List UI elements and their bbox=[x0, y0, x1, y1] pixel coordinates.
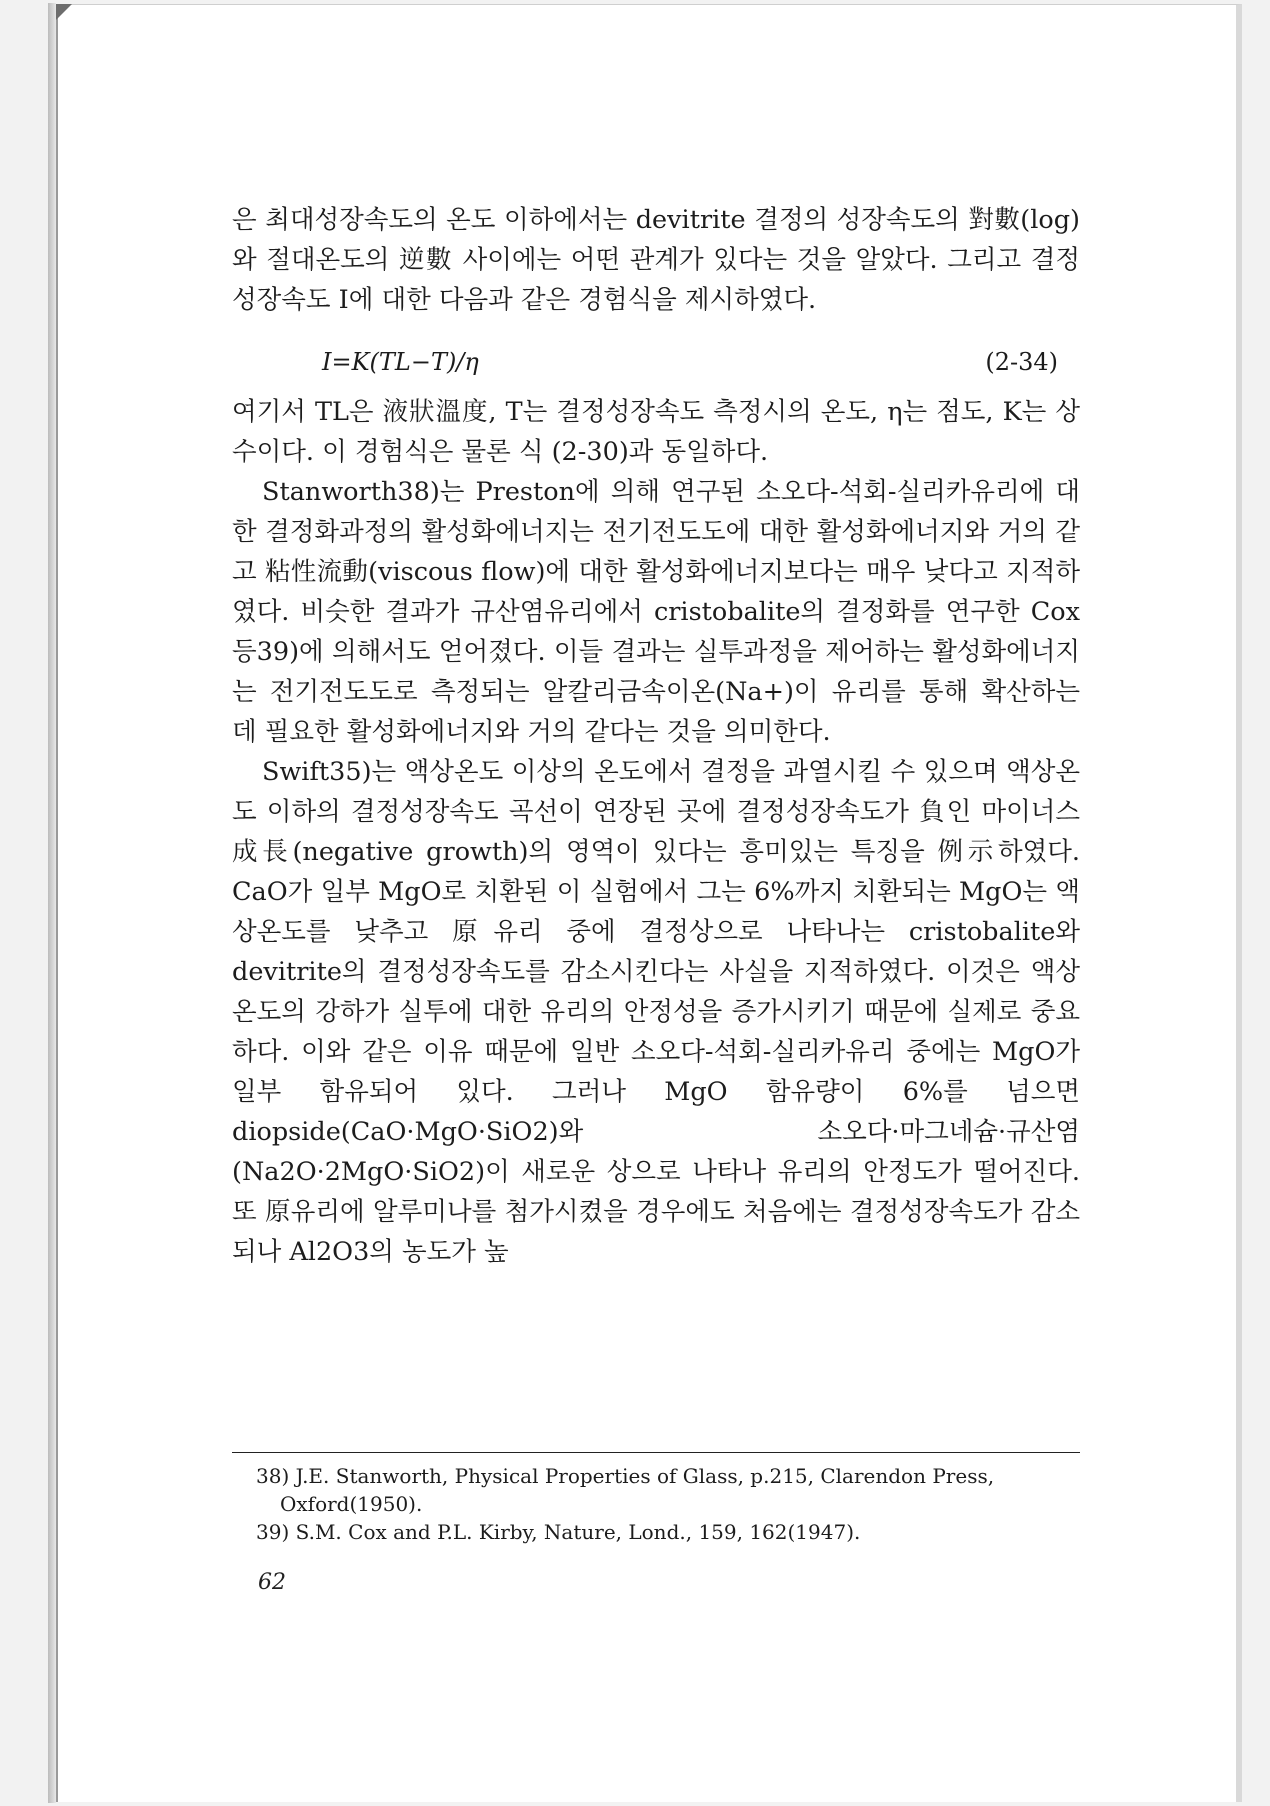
paragraph-2: 여기서 TL은 液狀溫度, T는 결정성장속도 측정시의 온도, η는 점도, K는 상수이다. 이 경험식은 물론 식 (2-30)과 동일하다. bbox=[232, 397, 1080, 467]
paragraph-4: Swift35)는 액상온도 이상의 온도에서 결정을 과열시킬 수 있으며 액상온도 이하의 결정성장속도 곡선이 연장된 곳에 결정성장속도가 負인 마이너스成長(negative growth)의 영역이 있다는 흥미있는 특징을 例示하였다. CaO가 일부 MgO로 치환된 이 실험에서 그는 6%까지 치환되는 MgO는 액상온도를 낮추고 原유리 중에 결정상으로 나타나는 cristobalite와 devitrite의 결정성장속도를 감소시킨다는 사실을 지적하였다. 이것은 액상온도의 강하가 실투에 대한 유리의 안정성을 증가시키기 때문에 실제로 중요하다. 이와 같은 이유 때문에 일반 소오다-석회-실리카유리 중에는 MgO가 일부 함유되어 있다. 그러나 MgO 함유량이 6%를 넘으면 diopside(CaO·MgO·SiO2)와 소오다·마그네슘·규산염(Na2O·2MgO·SiO2)이 새로운 상으로 나타나 유리의 안정도가 떨어진다. 또 原유리에 알루미나를 첨가시켰을 경우에도 처음에는 결정성장속도가 감소되나 Al2O3의 농도가 높 bbox=[232, 757, 1080, 1267]
footnote-38-continued: Oxford(1950). bbox=[280, 1492, 423, 1516]
footnote-39: 39) S.M. Cox and P.L. Kirby, Nature, Lond., 159, 162(1947). bbox=[256, 1520, 861, 1544]
footnote-38: 38) J.E. Stanworth, Physical Properties of Glass, p.215, Clarendon Press, bbox=[256, 1464, 995, 1488]
footnotes bbox=[256, 1462, 1080, 1546]
paragraph-1: 은 최대성장속도의 온도 이하에서는 devitrite 결정의 성장속도의 對數(log)와 절대온도의 逆數 사이에는 어떤 관계가 있다는 것을 알았다. 그리고 결정성장속도 I에 대한 다음과 같은 경험식을 제시하였다. bbox=[232, 205, 1080, 315]
equation-number: (2-34) bbox=[985, 348, 1058, 376]
footnote-rule bbox=[232, 1452, 1080, 1453]
paragraph-3: Stanworth38)는 Preston에 의해 연구된 소오다-석회-실리카유리에 대한 결정화과정의 활성화에너지는 전기전도도에 대한 활성화에너지와 거의 같고 粘性流動(viscous flow)에 대한 활성화에너지보다는 매우 낮다고 지적하였다. 비슷한 결과가 규산염유리에서 cristobalite의 결정화를 연구한 Cox 등39)에 의해서도 얻어졌다. 이들 결과는 실투과정을 제어하는 활성화에너지는 전기전도도로 측정되는 알칼리금속이온(Na+)이 유리를 통해 확산하는 데 필요한 활성화에너지와 거의 같다는 것을 의미한다. bbox=[232, 477, 1080, 747]
page-corner bbox=[56, 4, 72, 20]
equation-2-34 bbox=[232, 342, 1080, 382]
body-text bbox=[232, 200, 1080, 1272]
equation-formula: I=K(TL−T)/η bbox=[322, 348, 479, 376]
page-number: 62 bbox=[258, 1570, 286, 1595]
